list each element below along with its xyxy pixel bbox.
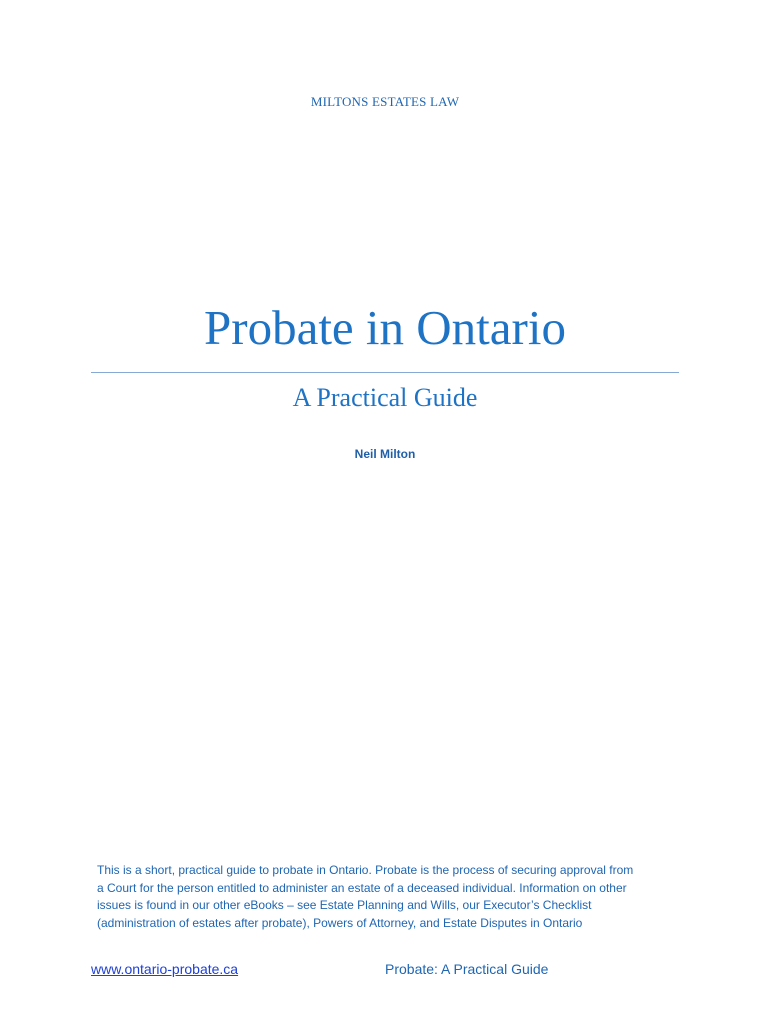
intro-line: issues is found in our other eBooks – see Estate Planning and Wills, our Executor’s Checklist [97,898,592,912]
footer-running-title: Probate: A Practical Guide [385,961,549,977]
intro-line: This is a short, practical guide to probate in Ontario. Probate is the process of securing approval from [97,863,634,877]
intro-line: a Court for the person entitled to administer an estate of a deceased individual. Information on other [97,880,627,895]
document-title: Probate in Ontario [204,300,566,355]
website-link[interactable]: www.ontario-probate.ca [91,961,239,977]
author-name: Neil Milton [354,447,416,461]
document-subtitle: A Practical Guide [292,383,478,412]
title-divider [91,372,679,373]
intro-paragraph [97,862,687,932]
intro-line: (administration of estates after probate), Powers of Attorney, and Estate Disputes in Ontario [97,915,583,930]
firm-name: MILTONS ESTATES LAW [310,94,460,109]
